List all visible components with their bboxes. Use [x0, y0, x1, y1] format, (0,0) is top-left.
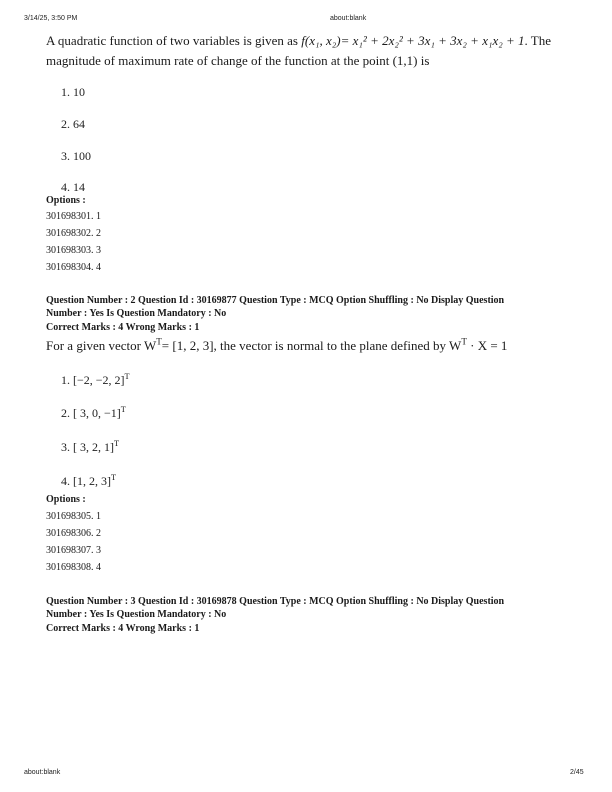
q2-choice-3	[61, 440, 119, 455]
q1-option-id-2: 301698302. 2	[46, 228, 101, 239]
q1-text-prefix: A quadratic function of two variables is given as	[46, 33, 298, 48]
q2-option-id-3: 301698307. 3	[46, 545, 101, 556]
q2-choice-3-sup: T	[114, 439, 120, 448]
q2-choice-2-sup: T	[120, 405, 126, 414]
q2-text-sup2: T	[461, 336, 467, 347]
print-footer-url: about:blank	[24, 769, 61, 776]
q3-marks: Correct Marks : 4 Wrong Marks : 1	[46, 623, 200, 634]
q1-choice-2: 2. 64	[61, 117, 85, 131]
q2-marks: Correct Marks : 4 Wrong Marks : 1	[46, 322, 200, 333]
print-page-title: about:blank	[330, 15, 367, 22]
q2-option-id-2: 301698306. 2	[46, 528, 101, 539]
q1-formula-args: (x₁, x₂)	[304, 33, 341, 48]
q1-choice-1: 1. 10	[61, 85, 85, 99]
q1-text-line2: magnitude of maximum rate of change of the function at the point (1,1) is	[46, 53, 430, 68]
print-timestamp: 3/14/25, 3:50 PM	[24, 15, 78, 22]
q2-choice-2-label: 2. [ 3, 0, −1]	[61, 406, 121, 420]
q1-choice-4: 4. 14	[61, 180, 85, 194]
q2-option-id-1: 301698305. 1	[46, 511, 101, 522]
q2-choice-4-sup: T	[111, 473, 117, 482]
q2-choice-4-label: 4. [1, 2, 3]	[61, 474, 111, 488]
q2-meta-line2: Number : Yes Is Question Mandatory : No	[46, 308, 227, 319]
q2-text-c: · X = 1	[466, 338, 508, 353]
q1-text-line1	[46, 33, 551, 49]
q2-choice-4	[61, 474, 116, 489]
q2-choice-1	[61, 373, 130, 388]
q2-choice-2	[61, 406, 126, 421]
q1-option-id-4: 301698304. 4	[46, 262, 101, 273]
q1-option-id-3: 301698303. 3	[46, 245, 101, 256]
q2-choice-1-label: 1. [−2, −2, 2]	[61, 373, 125, 387]
q2-choice-1-sup: T	[124, 372, 130, 381]
q1-options-label: Options :	[46, 195, 86, 206]
q2-text	[46, 338, 507, 354]
q2-meta-line1: Question Number : 2 Question Id : 30169877 Question Type : MCQ Option Shuffling : No Display Question	[46, 295, 505, 306]
q1-text-suffix: . The	[524, 33, 552, 48]
q1-formula-rhs: = x₁² + 2x₂² + 3x₁ + 3x₂ + x₁x₂ + 1	[340, 33, 525, 48]
q3-meta-line2: Number : Yes Is Question Mandatory : No	[46, 609, 227, 620]
q3-meta-line1: Question Number : 3 Question Id : 30169878 Question Type : MCQ Option Shuffling : No Display Question	[46, 596, 505, 607]
q2-text-b: = [1, 2, 3], the vector is normal to the plane defined by W	[161, 338, 462, 353]
q1-formula-f: f	[301, 33, 305, 48]
q1-choice-3: 3. 100	[61, 149, 91, 163]
print-page-number: 2/45	[570, 769, 584, 776]
q1-option-id-1: 301698301. 1	[46, 211, 101, 222]
q2-options-label: Options :	[46, 494, 86, 505]
q2-option-id-4: 301698308. 4	[46, 562, 101, 573]
q2-text-a: For a given vector W	[46, 338, 157, 353]
q2-choice-3-label: 3. [ 3, 2, 1]	[61, 440, 114, 454]
q2-text-sup: T	[156, 336, 162, 347]
